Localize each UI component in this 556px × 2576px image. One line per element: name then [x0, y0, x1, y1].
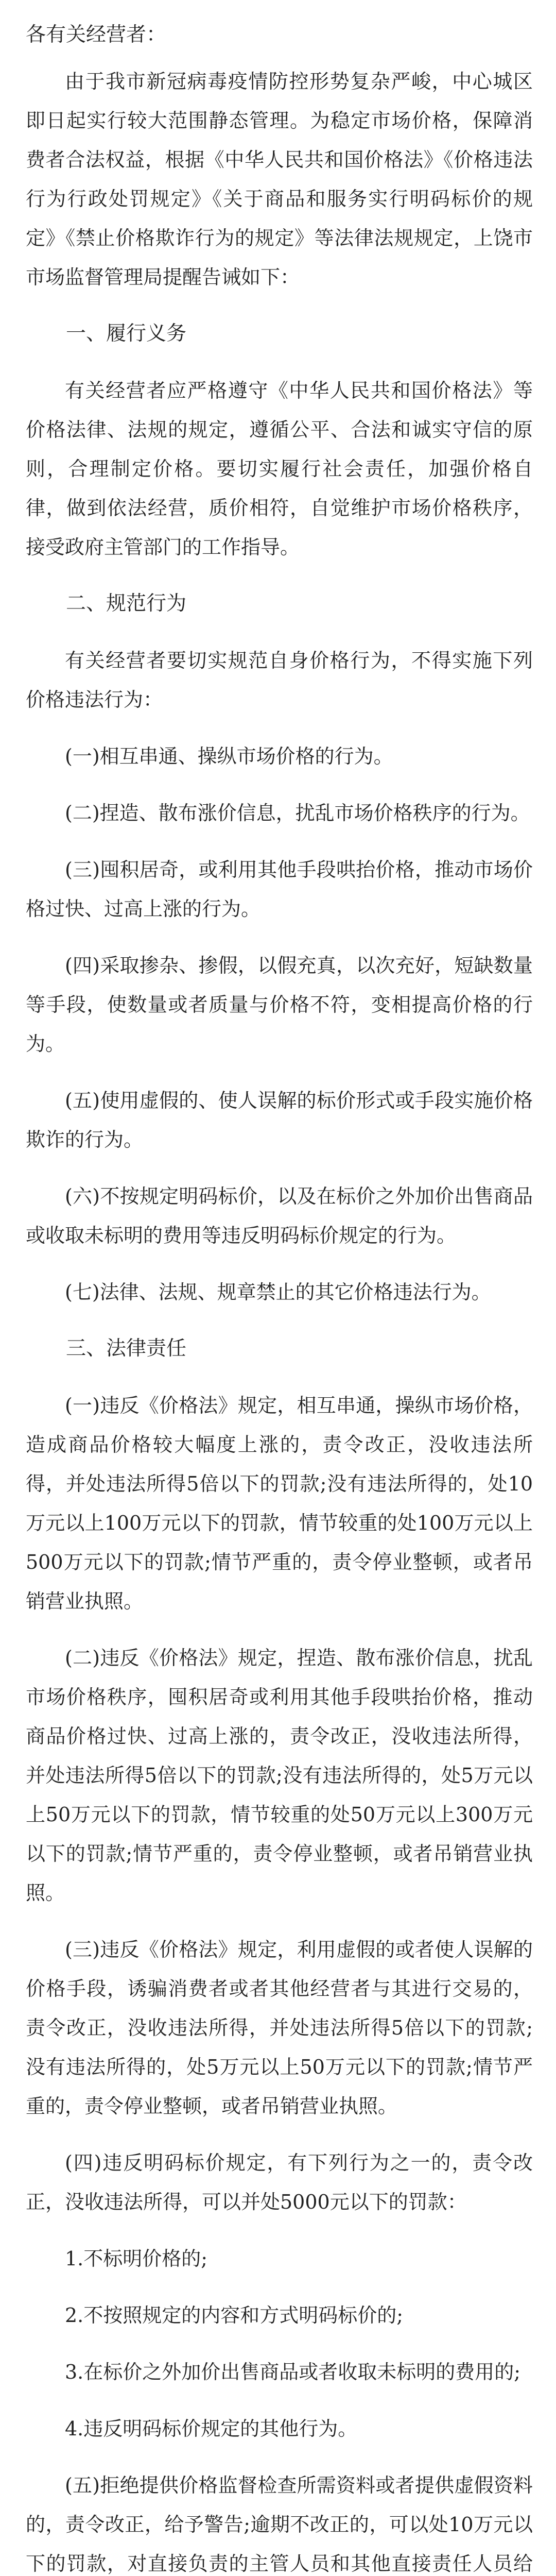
section-obligations-body: 有关经营者应严格遵守《中华人民共和国价格法》等价格法律、法规的规定，遵循公平、合法和诚实守信的原则，合理制定价格。要切实履行社会责任，加强价格自律，做到依法经营，质价相符，自觉维护市场价格秩序，接受政府主管部门的工作指导。	[26, 379, 533, 558]
conduct-item: (七)法律、法规、规章禁止的其它价格违法行为。	[65, 1281, 491, 1303]
greeting: 各有关经营者：	[26, 23, 167, 46]
conduct-item: (二)捏造、散布涨价信息，扰乱市场价格秩序的行为。	[65, 802, 530, 824]
section-conduct-lead: 有关经营者要切实规范自身价格行为，不得实施下列价格违法行为：	[26, 649, 533, 711]
conduct-item: (五)使用虚假的、使人误解的标价形式或手段实施价格欺诈的行为。	[26, 1089, 533, 1151]
liability-item: (二)违反《价格法》规定，捏造、散布涨价信息，扰乱市场价格秩序，囤积居奇或利用其他手段哄抬价格，推动商品价格过快、过高上涨的，责令改正，没收违法所得，并处违法所得5倍以下的罚款;没有违法所得的，处5万元以上50万元以下的罚款，情节较重的处50万元以上300万元以下的罚款;情节严重的，责令停业整顿，或者吊销营业执照。	[26, 1647, 533, 1904]
liability-subitem: 4.违反明码标价规定的其他行为。	[65, 2417, 358, 2440]
liability-item: (一)违反《价格法》规定，相互串通，操纵市场价格，造成商品价格较大幅度上涨的，责令改正，没收违法所得，并处违法所得5倍以下的罚款;没有违法所得的，处10万元以上100万元以下的罚款，情节较重的处100万元以上500万元以下的罚款;情节严重的，责令停业整顿，或者吊销营业执照。	[26, 1394, 533, 1613]
liability-subitem: 3.在标价之外加价出售商品或者收取未标明的费用的;	[65, 2361, 521, 2383]
conduct-item: (四)采取掺杂、掺假，以假充真，以次充好，短缺数量等手段，使数量或者质量与价格不符，变相提高价格的行为。	[26, 954, 533, 1055]
section-heading-liability: 三、法律责任	[66, 1337, 187, 1360]
liability-item: (四)违反明码标价规定，有下列行为之一的，责令改正，没收违法所得，可以并处5000元以下的罚款：	[26, 2151, 533, 2213]
conduct-item: (三)囤积居奇，或利用其他手段哄抬价格，推动市场价格过快、过高上涨的行为。	[26, 858, 533, 920]
conduct-item: (六)不按规定明码标价，以及在标价之外加价出售商品或收取未标明的费用等违反明码标价规定的行为。	[26, 1185, 533, 1247]
liability-item: (五)拒绝提供价格监督检查所需资料或者提供虚假资料的，责令改正，给予警告;逾期不改正的，可以处10万元以下的罚款，对直接负责的主管人员和其他直接责任人员给	[26, 2474, 533, 2575]
liability-item: (三)违反《价格法》规定，利用虚假的或者使人误解的价格手段，诱骗消费者或者其他经营者与其进行交易的，责令改正，没收违法所得，并处违法所得5倍以下的罚款;没有违法所得的，处5万元以上50万元以下的罚款;情节严重的，责令停业整顿，或者吊销营业执照。	[26, 1938, 533, 2117]
intro-paragraph: 由于我市新冠病毒疫情防控形势复杂严峻，中心城区即日起实行较大范围静态管理。为稳定市场价格，保障消费者合法权益，根据《中华人民共和国价格法》《价格违法行为行政处罚规定》《关于商品和服务实行明码标价的规定》《禁止价格欺诈行为的规定》等法律法规规定，上饶市市场监督管理局提醒告诫如下：	[26, 70, 533, 289]
liability-subitem: 2.不按照规定的内容和方式明码标价的;	[65, 2304, 404, 2327]
liability-subitem: 1.不标明价格的;	[65, 2247, 208, 2270]
conduct-item: (一)相互串通、操纵市场价格的行为。	[65, 745, 393, 768]
section-heading-conduct: 二、规范行为	[66, 592, 187, 615]
section-heading-obligations: 一、履行义务	[66, 322, 187, 345]
